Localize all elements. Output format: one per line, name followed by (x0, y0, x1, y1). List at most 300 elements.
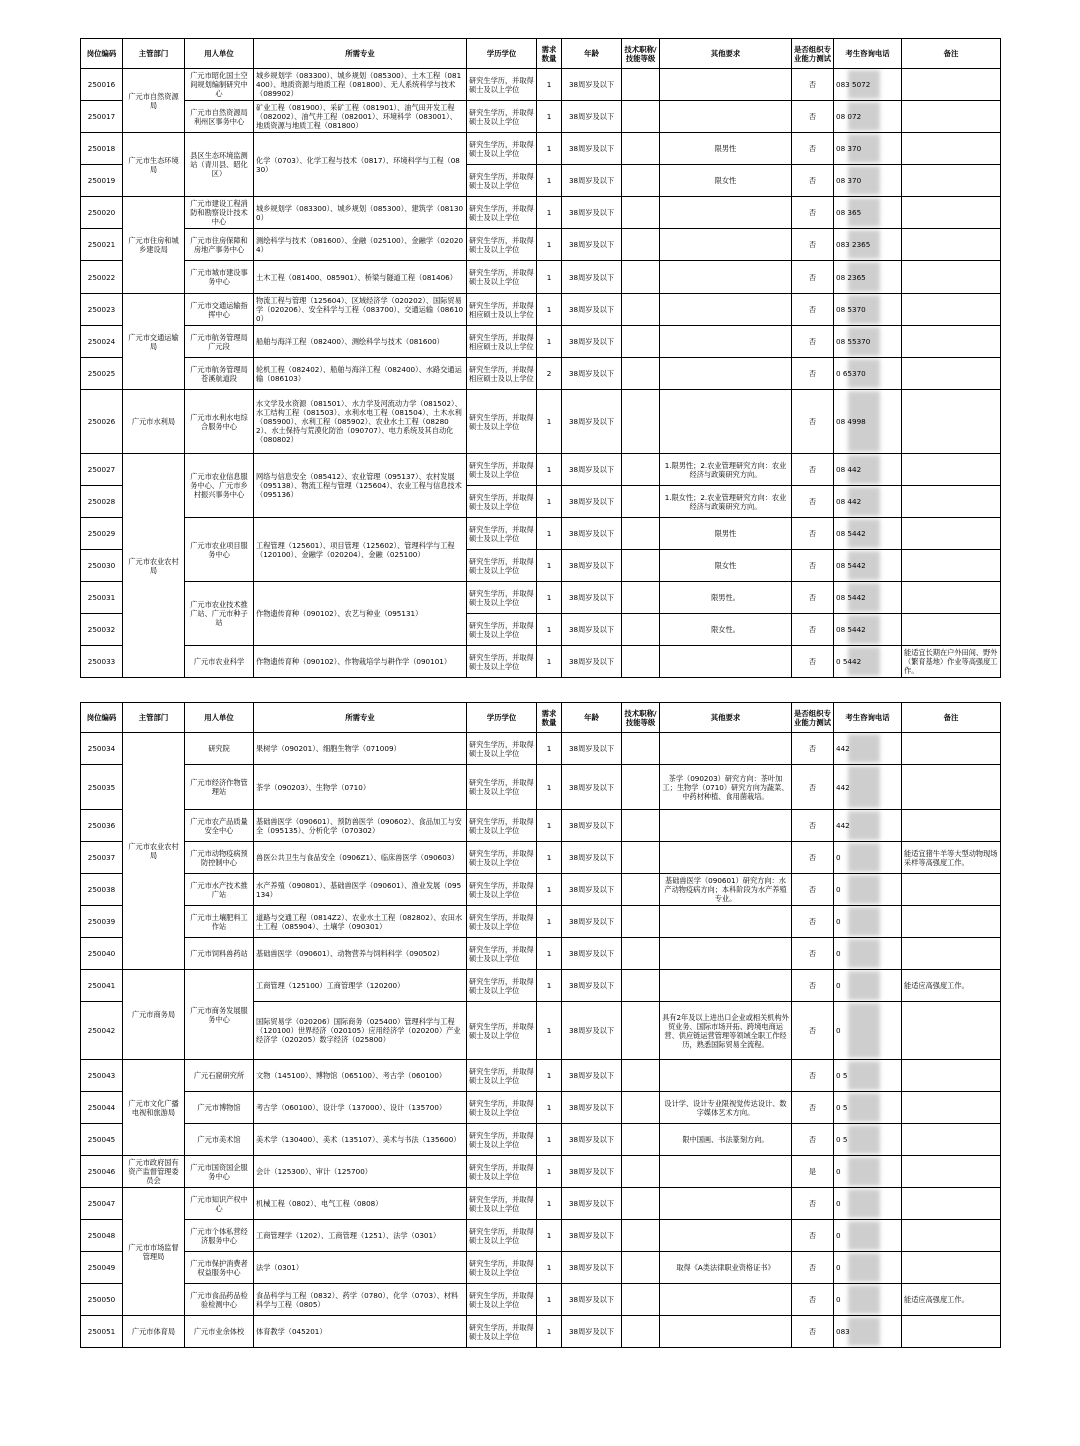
header-row (81, 703, 1001, 733)
technical-title (622, 1124, 660, 1156)
headcount: 1 (537, 1188, 562, 1220)
headcount: 1 (537, 390, 562, 454)
education: 研究生学历，并取得硕士及以上学位 (467, 1156, 537, 1188)
remark (902, 1124, 1001, 1156)
position-code: 250028 (81, 486, 123, 518)
technical-title (622, 646, 660, 678)
table-row (81, 906, 1001, 938)
employer-unit: 广元市交通运输指挥中心 (185, 294, 254, 326)
headcount: 1 (537, 518, 562, 550)
redaction-blur (848, 1189, 880, 1218)
other-requirements: 设计学、设计专业限视觉传达设计、数字媒体艺术方向。 (660, 1092, 792, 1124)
headcount: 1 (537, 486, 562, 518)
contact-phone-text: 08 072 (836, 112, 862, 121)
age-limit: 38周岁及以下 (562, 1188, 622, 1220)
age-limit: 38周岁及以下 (562, 101, 622, 133)
skill-test: 否 (792, 842, 834, 874)
table-row (81, 810, 1001, 842)
contact-phone-text: 0 (836, 853, 841, 862)
header-row (81, 39, 1001, 69)
required-major: 茶学（090203）、生物学（0710） (254, 765, 467, 810)
required-major: 城乡规划学（083300）、城乡规划（085300）、土木工程（081400）、地质资源与地质工程（081800）、无人系统科学与技术（089902） (254, 69, 467, 101)
contact-phone (834, 733, 902, 765)
department: 广元市商务局 (123, 970, 185, 1060)
headcount: 1 (537, 646, 562, 678)
age-limit: 38周岁及以下 (562, 733, 622, 765)
other-requirements: 取得《A类法律职业资格证书》 (660, 1252, 792, 1284)
contact-phone-text: 0 (836, 949, 841, 958)
contact-phone (834, 765, 902, 810)
age-limit: 38周岁及以下 (562, 294, 622, 326)
headcount: 1 (537, 326, 562, 358)
header-edu: 学历学位 (467, 39, 537, 69)
table-row (81, 646, 1001, 678)
contact-phone-text: 0 (836, 1231, 841, 1240)
headcount: 1 (537, 970, 562, 1002)
skill-test: 否 (792, 486, 834, 518)
employer-unit: 广元市饲料兽药站 (185, 938, 254, 970)
required-major: 作物遗传育种（090102）、作物栽培学与耕作学（090101） (254, 646, 467, 678)
education: 研究生学历，并取得硕士及以上学位 (467, 1002, 537, 1060)
contact-phone (834, 614, 902, 646)
other-requirements (660, 906, 792, 938)
required-major: 轮机工程（082402）、船舶与海洋工程（082400）、水路交通运输（086103） (254, 358, 467, 390)
remark (902, 486, 1001, 518)
technical-title (622, 938, 660, 970)
header-note: 备注 (902, 703, 1001, 733)
position-code: 250034 (81, 733, 123, 765)
contact-phone (834, 550, 902, 582)
department: 广元市农业农村局 (123, 733, 185, 970)
department: 广元市自然资源局 (123, 69, 185, 133)
education: 研究生学历，并取得硕士及以上学位 (467, 1252, 537, 1284)
skill-test: 否 (792, 810, 834, 842)
other-requirements: 限女性。 (660, 614, 792, 646)
remark (902, 454, 1001, 486)
required-major: 基础兽医学（090601）、动物营养与饲料科学（090502） (254, 938, 467, 970)
contact-phone (834, 1124, 902, 1156)
skill-test: 否 (792, 390, 834, 454)
required-major: 作物遗传育种（090102）、农艺与种业（095131） (254, 582, 467, 646)
remark (902, 1156, 1001, 1188)
headcount: 1 (537, 165, 562, 197)
position-code: 250039 (81, 906, 123, 938)
age-limit: 38周岁及以下 (562, 518, 622, 550)
position-code: 250045 (81, 1124, 123, 1156)
skill-test: 否 (792, 582, 834, 614)
skill-test: 否 (792, 454, 834, 486)
age-limit: 38周岁及以下 (562, 810, 622, 842)
education: 研究生学历，并取得硕士及以上学位 (467, 390, 537, 454)
department: 广元市文化广播电视和旅游局 (123, 1060, 185, 1156)
education: 研究生学历，并取得硕士及以上学位 (467, 906, 537, 938)
age-limit: 38周岁及以下 (562, 390, 622, 454)
required-major: 文物（145100）、博物馆（065100）、考古学（060100） (254, 1060, 467, 1092)
technical-title (622, 101, 660, 133)
age-limit: 38周岁及以下 (562, 1092, 622, 1124)
headcount: 1 (537, 938, 562, 970)
education: 研究生学历，并取得硕士及以上学位 (467, 133, 537, 165)
other-requirements: 基础兽医学（090601）研究方向：水产动物疫病方向；本科阶段为水产养殖专业。 (660, 874, 792, 906)
remark (902, 518, 1001, 550)
contact-phone (834, 810, 902, 842)
remark (902, 1092, 1001, 1124)
contact-phone-text: 08 442 (836, 465, 862, 474)
other-requirements: 茶学（090203）研究方向：茶叶加工；生物学（0710）研究方向为蔬菜、中药材种植、食用菌栽培。 (660, 765, 792, 810)
header-phone: 考生咨询电话 (834, 703, 902, 733)
position-code: 250021 (81, 229, 123, 261)
other-requirements: 1.限女性；2.农业管理研究方向：农业经济与政策研究方向。 (660, 486, 792, 518)
employer-unit: 广元市国资国企服务中心 (185, 1156, 254, 1188)
employer-unit: 广元市农业技术推广站、广元市种子站 (185, 582, 254, 646)
contact-phone (834, 358, 902, 390)
position-code: 250017 (81, 101, 123, 133)
contact-phone-text: 08 5442 (836, 593, 866, 602)
table-row (81, 454, 1001, 486)
skill-test: 否 (792, 550, 834, 582)
header-num: 需求数量 (537, 39, 562, 69)
education: 研究生学历，并取得硕士及以上学位 (467, 101, 537, 133)
department: 广元市农业农村局 (123, 454, 185, 678)
contact-phone (834, 1060, 902, 1092)
employer-unit: 广元市建设工程消防和勘察设计技术中心 (185, 197, 254, 229)
contact-phone (834, 294, 902, 326)
table-row (81, 1156, 1001, 1188)
remark (902, 810, 1001, 842)
position-code: 250020 (81, 197, 123, 229)
technical-title (622, 1092, 660, 1124)
contact-phone (834, 842, 902, 874)
contact-phone-text: 442 (836, 744, 850, 753)
skill-test: 否 (792, 229, 834, 261)
employer-unit: 广元市土壤肥料工作站 (185, 906, 254, 938)
contact-phone (834, 1092, 902, 1124)
technical-title (622, 1060, 660, 1092)
remark (902, 294, 1001, 326)
redaction-blur (848, 1157, 880, 1186)
headcount: 1 (537, 1092, 562, 1124)
redaction-blur (848, 1253, 880, 1282)
employer-unit: 广元市博物馆 (185, 1092, 254, 1124)
other-requirements: 具有2年及以上进出口企业或相关机构外贸业务、国际市场开拓、跨境电商运营、供应链运营管理等领域全职工作经历，熟悉国际贸易全流程。 (660, 1002, 792, 1060)
contact-phone-text: 08 4998 (836, 417, 866, 426)
redaction-blur (848, 1061, 880, 1090)
remark (902, 874, 1001, 906)
contact-phone-text: 083 (836, 1327, 850, 1336)
header-unit: 用人单位 (185, 39, 254, 69)
contact-phone-text: 0 5 (836, 1071, 848, 1080)
redaction-blur (848, 766, 880, 808)
other-requirements (660, 326, 792, 358)
department: 广元市市场监督管理局 (123, 1188, 185, 1316)
technical-title (622, 765, 660, 810)
skill-test: 否 (792, 1060, 834, 1092)
skill-test: 否 (792, 614, 834, 646)
header-code: 岗位编码 (81, 39, 123, 69)
technical-title (622, 518, 660, 550)
recruitment-table-2 (80, 702, 1001, 1348)
contact-phone-text: 08 2365 (836, 272, 866, 282)
required-major: 基础兽医学（090601）、预防兽医学（090602）、食品加工与安全（095135）、分析化学（070302） (254, 810, 467, 842)
headcount: 1 (537, 906, 562, 938)
skill-test: 否 (792, 294, 834, 326)
table-row (81, 1124, 1001, 1156)
other-requirements: 限女性 (660, 165, 792, 197)
age-limit: 38周岁及以下 (562, 646, 622, 678)
other-requirements (660, 646, 792, 678)
position-code: 250041 (81, 970, 123, 1002)
other-requirements (660, 1284, 792, 1316)
headcount: 1 (537, 133, 562, 165)
position-code: 250033 (81, 646, 123, 678)
technical-title (622, 1316, 660, 1348)
position-code: 250049 (81, 1252, 123, 1284)
headcount: 1 (537, 550, 562, 582)
technical-title (622, 1002, 660, 1060)
education: 研究生学历，并取得硕士及以上学位 (467, 646, 537, 678)
technical-title (622, 454, 660, 486)
contact-phone (834, 1284, 902, 1316)
position-code: 250025 (81, 358, 123, 390)
header-note: 备注 (902, 39, 1001, 69)
redaction-blur (848, 1317, 880, 1346)
table-row (81, 390, 1001, 454)
age-limit: 38周岁及以下 (562, 197, 622, 229)
skill-test: 否 (792, 197, 834, 229)
other-requirements (660, 1060, 792, 1092)
required-major: 机械工程（0802）、电气工程（0808） (254, 1188, 467, 1220)
table-row (81, 1316, 1001, 1348)
other-requirements: 限男性 (660, 133, 792, 165)
education: 研究生学历，并取得硕士及以上学位 (467, 765, 537, 810)
contact-phone (834, 970, 902, 1002)
contact-phone-text: 0 5442 (836, 657, 862, 666)
skill-test: 否 (792, 733, 834, 765)
other-requirements (660, 390, 792, 454)
headcount: 1 (537, 842, 562, 874)
remark (902, 358, 1001, 390)
required-major: 工商管理（125100）工商管理学（120200） (254, 970, 467, 1002)
required-major: 物流工程与管理（125604）、区域经济学（020202）、国际贸易学（020206）、安全科学与工程（083700）、交通运输（086100） (254, 294, 467, 326)
contact-phone-text: 08 5442 (836, 625, 866, 634)
age-limit: 38周岁及以下 (562, 358, 622, 390)
position-code: 250037 (81, 842, 123, 874)
contact-phone (834, 390, 902, 454)
required-major: 美术学（130400）、美术（135107）、美术与书法（135600） (254, 1124, 467, 1156)
headcount: 1 (537, 101, 562, 133)
contact-phone-text: 0 5 (836, 1135, 848, 1144)
age-limit: 38周岁及以下 (562, 938, 622, 970)
remark: 能适应高强度工作。 (902, 1284, 1001, 1316)
redaction-blur (848, 1003, 880, 1058)
position-code: 250051 (81, 1316, 123, 1348)
required-major: 道路与交通工程（0814Z2）、农业水土工程（082802）、农田水土工程（085904）、土壤学（090301） (254, 906, 467, 938)
skill-test: 否 (792, 1092, 834, 1124)
required-major: 兽医公共卫生与食品安全（0906Z1）、临床兽医学（090603） (254, 842, 467, 874)
contact-phone (834, 582, 902, 614)
contact-phone-text: 08 365 (836, 208, 862, 217)
required-major: 工程管理（125601）、项目管理（125602）、管理科学与工程（120100）、金融学（020204）、金融（025100） (254, 518, 467, 582)
education: 研究生学历，并取得硕士及以上学位 (467, 229, 537, 261)
headcount: 1 (537, 614, 562, 646)
education: 研究生学历，并取得相应硕士及以上学位 (467, 358, 537, 390)
education: 研究生学历，并取得硕士及以上学位 (467, 1316, 537, 1348)
contact-phone (834, 229, 902, 261)
employer-unit: 广元市个体私营经济服务中心 (185, 1220, 254, 1252)
education: 研究生学历，并取得硕士及以上学位 (467, 69, 537, 101)
required-major: 水产养殖（090801）、基础兽医学（090601）、渔业发展（095134） (254, 874, 467, 906)
department: 广元市住房和城乡建设局 (123, 197, 185, 294)
other-requirements (660, 229, 792, 261)
age-limit: 38周岁及以下 (562, 906, 622, 938)
redaction-blur (848, 734, 880, 763)
remark (902, 390, 1001, 454)
education: 研究生学历，并取得硕士及以上学位 (467, 550, 537, 582)
redaction-blur (848, 843, 880, 872)
remark (902, 133, 1001, 165)
position-code: 250047 (81, 1188, 123, 1220)
headcount: 1 (537, 874, 562, 906)
skill-test: 否 (792, 326, 834, 358)
remark (902, 326, 1001, 358)
contact-phone-text: 083 5072 (836, 80, 871, 89)
other-requirements (660, 733, 792, 765)
required-major: 会计（125300）、审计（125700） (254, 1156, 467, 1188)
skill-test: 否 (792, 358, 834, 390)
header-unit: 用人单位 (185, 703, 254, 733)
other-requirements (660, 842, 792, 874)
education: 研究生学历，并取得硕士及以上学位 (467, 486, 537, 518)
education: 研究生学历，并取得硕士及以上学位 (467, 1284, 537, 1316)
headcount: 1 (537, 454, 562, 486)
position-code: 250018 (81, 133, 123, 165)
age-limit: 38周岁及以下 (562, 970, 622, 1002)
age-limit: 38周岁及以下 (562, 1220, 622, 1252)
table-row (81, 101, 1001, 133)
headcount: 1 (537, 582, 562, 614)
other-requirements (660, 197, 792, 229)
headcount: 1 (537, 69, 562, 101)
headcount: 1 (537, 197, 562, 229)
technical-title (622, 614, 660, 646)
redaction-blur (848, 939, 880, 968)
table-row (81, 1220, 1001, 1252)
age-limit: 38周岁及以下 (562, 69, 622, 101)
other-requirements: 限中国画、书法篆刻方向。 (660, 1124, 792, 1156)
education: 研究生学历，并取得硕士及以上学位 (467, 810, 537, 842)
employer-unit: 广元市保护消费者权益服务中心 (185, 1252, 254, 1284)
contact-phone-text: 0 (836, 885, 841, 894)
header-other: 其他要求 (660, 39, 792, 69)
education: 研究生学历，并取得硕士及以上学位 (467, 614, 537, 646)
headcount: 1 (537, 1060, 562, 1092)
employer-unit: 广元市知识产权中心 (185, 1188, 254, 1220)
employer-unit: 广元市昭化国土空间规划编制研究中心 (185, 69, 254, 101)
header-edu: 学历学位 (467, 703, 537, 733)
education: 研究生学历，并取得硕士及以上学位 (467, 197, 537, 229)
position-code: 250042 (81, 1002, 123, 1060)
table-row (81, 1284, 1001, 1316)
redaction-blur (848, 971, 880, 1000)
education: 研究生学历，并取得硕士及以上学位 (467, 1124, 537, 1156)
technical-title (622, 165, 660, 197)
position-code: 250016 (81, 69, 123, 101)
remark (902, 165, 1001, 197)
contact-phone (834, 454, 902, 486)
contact-phone (834, 938, 902, 970)
technical-title (622, 294, 660, 326)
employer-unit: 广元市航务管理局苍溪航道段 (185, 358, 254, 390)
age-limit: 38周岁及以下 (562, 1124, 622, 1156)
technical-title (622, 842, 660, 874)
technical-title (622, 1156, 660, 1188)
age-limit: 38周岁及以下 (562, 550, 622, 582)
contact-phone-text: 08 370 (836, 144, 862, 153)
age-limit: 38周岁及以下 (562, 1252, 622, 1284)
table-row (81, 582, 1001, 614)
remark (902, 261, 1001, 294)
remark (902, 197, 1001, 229)
skill-test: 否 (792, 1252, 834, 1284)
header-test: 是否组织专业能力测试 (792, 703, 834, 733)
technical-title (622, 261, 660, 294)
table-row (81, 518, 1001, 550)
required-major: 测绘科学与技术（081600）、金融（025100）、金融学（020204） (254, 229, 467, 261)
skill-test: 否 (792, 133, 834, 165)
position-code: 250044 (81, 1092, 123, 1124)
remark: 能适应高强度工作。 (902, 970, 1001, 1002)
technical-title (622, 1220, 660, 1252)
contact-phone-text: 0 (836, 1295, 841, 1304)
header-age: 年龄 (562, 39, 622, 69)
age-limit: 38周岁及以下 (562, 454, 622, 486)
headcount: 1 (537, 294, 562, 326)
required-major: 法学（0301） (254, 1252, 467, 1284)
header-other: 其他要求 (660, 703, 792, 733)
age-limit: 38周岁及以下 (562, 582, 622, 614)
remark (902, 101, 1001, 133)
skill-test: 否 (792, 69, 834, 101)
contact-phone-text: 0 (836, 1026, 841, 1035)
contact-phone-text: 442 (836, 821, 850, 830)
skill-test: 否 (792, 518, 834, 550)
employer-unit: 广元市食品药品检验检测中心 (185, 1284, 254, 1316)
age-limit: 38周岁及以下 (562, 614, 622, 646)
skill-test: 否 (792, 938, 834, 970)
remark (902, 550, 1001, 582)
employer-unit: 广元市动物疫病预防控制中心 (185, 842, 254, 874)
redaction-blur (848, 1093, 880, 1122)
age-limit: 38周岁及以下 (562, 842, 622, 874)
other-requirements (660, 1188, 792, 1220)
skill-test: 否 (792, 1188, 834, 1220)
education: 研究生学历，并取得硕士及以上学位 (467, 733, 537, 765)
employer-unit: 广元市美术馆 (185, 1124, 254, 1156)
headcount: 1 (537, 1316, 562, 1348)
employer-unit: 广元市航务管理局广元段 (185, 326, 254, 358)
required-major: 城乡规划学（083300）、城乡规划（085300）、建筑学（081300） (254, 197, 467, 229)
education: 研究生学历，并取得相应硕士及以上学位 (467, 294, 537, 326)
position-code: 250035 (81, 765, 123, 810)
education: 研究生学历，并取得硕士及以上学位 (467, 518, 537, 550)
remark (902, 69, 1001, 101)
other-requirements: 限男性。 (660, 582, 792, 614)
employer-unit: 广元市农产品质量安全中心 (185, 810, 254, 842)
contact-phone (834, 133, 902, 165)
age-limit: 38周岁及以下 (562, 1060, 622, 1092)
technical-title (622, 810, 660, 842)
other-requirements (660, 1156, 792, 1188)
